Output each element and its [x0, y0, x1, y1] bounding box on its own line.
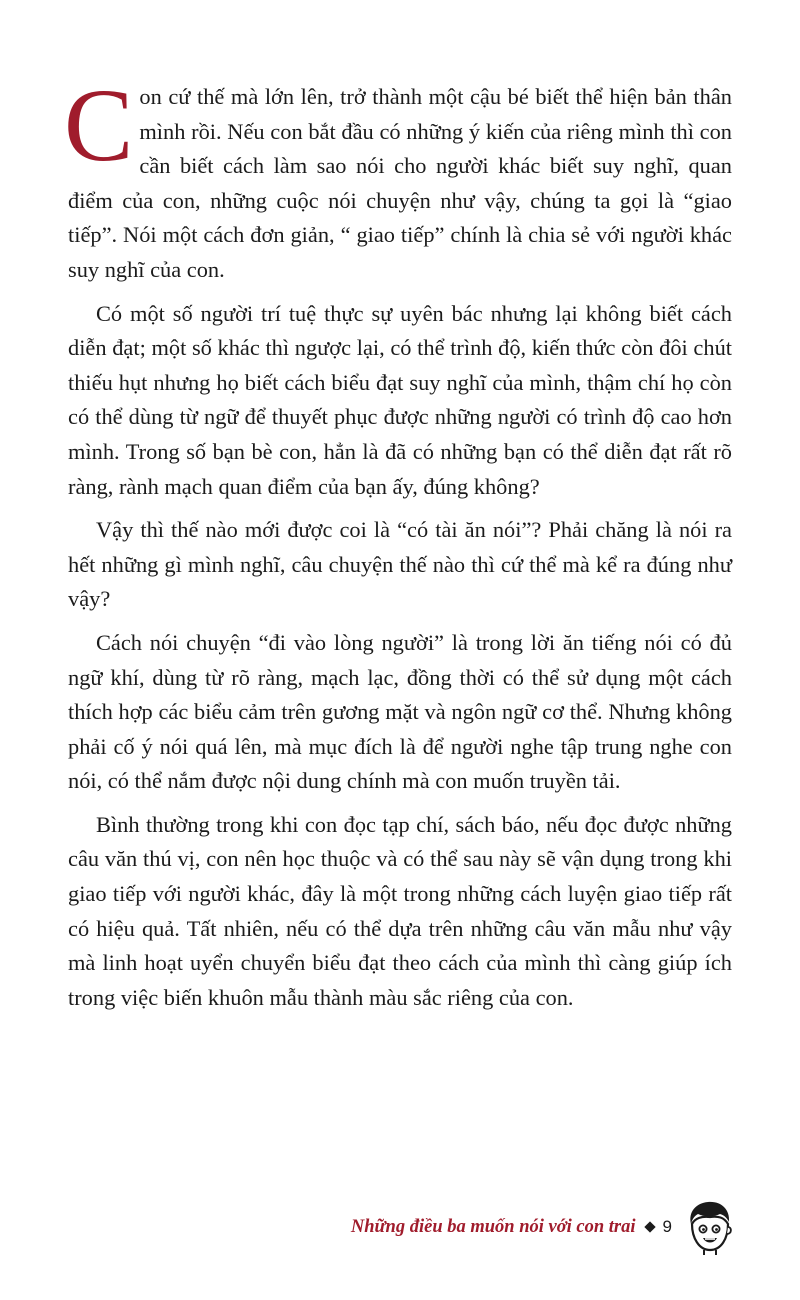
- paragraph-1: [64, 68, 732, 288]
- paragraph-2: Có một số người trí tuệ thực sự uyên bác nhưng lại không biết cách diễn đạt; một số khác thì ngược lại, có thể trình độ, kiến thức còn đôi chút thiếu hụt nhưng họ biết cách biểu đạt suy nghĩ của mình, thậm chí họ còn có thể dùng từ ngữ để thuyết phục được những người có trình độ cao hơn mình. Trong số bạn bè con, hẳn là đã có những bạn có thể diễn đạt rất rõ ràng, rành mạch quan điểm của bạn ấy, đúng không?: [68, 300, 732, 499]
- paragraph-4: Cách nói chuyện “đi vào lòng người” là trong lời ăn tiếng nói có đủ ngữ khí, dùng từ rõ ràng, mạch lạc, đồng thời có thể sử dụng một cách thích hợp các biểu cảm trên gương mặt và ngôn ngữ cơ thể. Nhưng không phải cố ý nói quá lên, mà mục đích là để người nghe tập trung nghe con nói, có thể nắm được nội dung chính mà con muốn truyền tải.: [68, 629, 732, 794]
- paragraph-3: Vậy thì thế nào mới được coi là “có tài ăn nói”? Phải chăng là nói ra hết những gì mình nghĩ, câu chuyện thế nào thì cứ thể mà kể ra đúng như vậy?: [68, 517, 732, 612]
- page-number: 9: [662, 1217, 672, 1236]
- paragraph-1-text: on cứ thế mà lớn lên, trở thành một cậu bé biết thể hiện bản thân mình rồi. Nếu con bắt đầu có những ý kiến của riêng mình thì con cần biết cách làm sao nói cho người khác biết suy nghĩ, quan điểm của con, những cuộc nói chuyện như vậy, chúng ta gọi là “giao tiếp”. Nói một cách đơn giản, “ giao tiếp” chính là chia sẻ với người khác suy nghĩ của con.: [68, 84, 732, 282]
- drop-cap: C: [64, 68, 134, 183]
- page-footer: [351, 1194, 734, 1260]
- paragraph-5: Bình thường trong khi con đọc tạp chí, sách báo, nếu đọc được những câu văn thú vị, con nên học thuộc và có thể sau này sẽ vận dụng trong khi giao tiếp với người khác, đây là một trong những cách luyện giao tiếp rất có hiệu quả. Tất nhiên, nếu có thể dựa trên những câu văn mẫu như vậy mà linh hoạt uyển chuyển biểu đạt theo cách của mình thì càng giúp ích trong việc biến khuôn mẫu thành màu sắc riêng của con.: [68, 811, 732, 1010]
- diamond-separator-icon: [644, 1221, 655, 1232]
- boy-face-icon: [684, 1198, 734, 1256]
- body-text: [64, 68, 732, 1024]
- footer-book-title: Những điều ba muốn nói với con trai: [350, 1216, 636, 1237]
